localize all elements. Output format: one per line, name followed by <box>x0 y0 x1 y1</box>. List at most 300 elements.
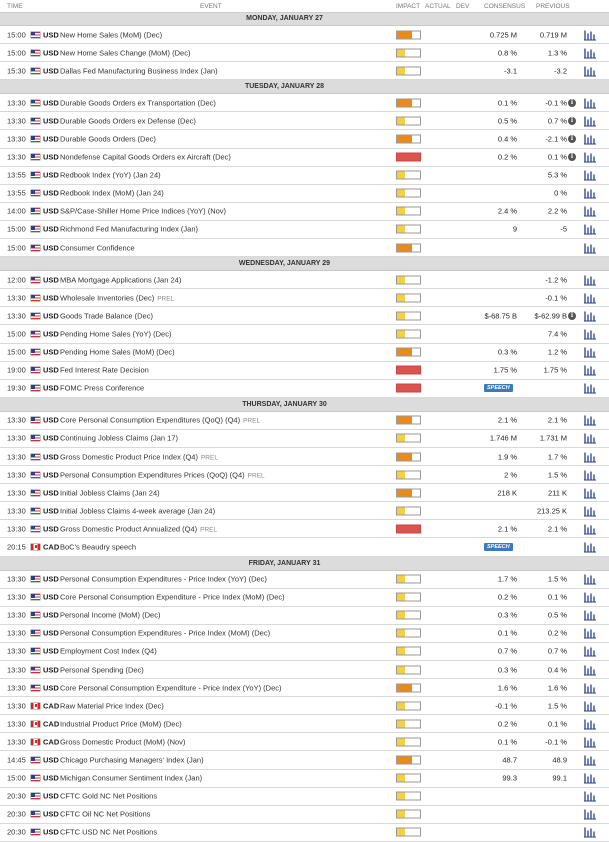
previous-value: -0.1 % <box>545 293 567 303</box>
currency-code: CAD <box>43 542 60 552</box>
event-row[interactable] <box>0 112 609 130</box>
impact-fill <box>397 630 405 637</box>
event-time: 13:30 <box>7 134 26 144</box>
previous-value: -3.2 <box>554 66 567 76</box>
event-title: Continuing Jobless Claims (Jan 17) <box>60 433 178 443</box>
canada-flag-icon <box>31 544 40 550</box>
event-row[interactable] <box>0 466 609 484</box>
impact-bar <box>396 792 421 801</box>
previous-value: 1.3 % <box>547 48 567 58</box>
currency-code: USD <box>43 610 59 620</box>
info-icon[interactable]: i <box>568 117 576 125</box>
currency-code: USD <box>43 488 59 498</box>
consensus-value: 1.7 % <box>497 574 517 584</box>
event-name[interactable] <box>60 701 164 710</box>
impact-bar <box>396 48 421 57</box>
event-row[interactable] <box>0 697 609 715</box>
bar-chart-icon[interactable] <box>584 97 596 108</box>
day-label: THURSDAY, JANUARY 30 <box>242 400 327 408</box>
canada-flag-icon <box>31 739 40 745</box>
currency-code: USD <box>43 311 59 321</box>
event-row[interactable] <box>0 26 609 44</box>
bar-chart-icon[interactable] <box>584 469 596 480</box>
info-icon[interactable]: i <box>568 312 576 320</box>
event-name[interactable] <box>60 171 161 180</box>
speech-badge[interactable]: SPEECH <box>484 543 513 551</box>
impact-fill <box>397 117 405 124</box>
bar-chart-icon[interactable] <box>584 224 596 235</box>
event-row[interactable] <box>0 520 609 538</box>
event-name[interactable] <box>60 665 144 674</box>
impact-bar <box>396 416 421 425</box>
event-name[interactable] <box>60 470 265 479</box>
event-time: 15:30 <box>7 66 26 76</box>
consensus-value: 9 <box>512 224 517 234</box>
event-row[interactable] <box>0 751 609 769</box>
event-title: Core Personal Consumption Expenditures (QoQ) (Q4) <box>60 415 241 425</box>
impact-fill <box>397 312 405 319</box>
event-name[interactable] <box>60 737 185 746</box>
event-row[interactable] <box>0 185 609 203</box>
impact-bar <box>396 593 421 602</box>
event-row[interactable] <box>0 325 609 343</box>
currency-code: USD <box>43 347 59 357</box>
consensus-value: 0.2 % <box>497 152 517 162</box>
bar-chart-icon[interactable] <box>584 365 596 376</box>
event-name[interactable] <box>60 30 162 39</box>
event-name[interactable] <box>60 48 190 57</box>
bar-chart-icon[interactable] <box>584 242 596 253</box>
impact-fill <box>397 738 405 745</box>
event-row[interactable] <box>0 448 609 466</box>
us-flag-icon <box>31 226 40 232</box>
bar-chart-icon[interactable] <box>584 718 596 729</box>
us-flag-icon <box>31 526 40 532</box>
col-impact-header[interactable]: IMPACT <box>396 2 421 10</box>
impact-bar <box>396 135 421 144</box>
event-row[interactable] <box>0 362 609 380</box>
speech-badge[interactable]: SPEECH <box>484 384 513 392</box>
consensus-value: 0.8 % <box>497 48 517 58</box>
event-row[interactable] <box>0 502 609 520</box>
us-flag-icon <box>31 50 40 56</box>
event-row[interactable] <box>0 149 609 167</box>
bar-chart-icon[interactable] <box>584 188 596 199</box>
event-row[interactable] <box>0 62 609 80</box>
currency-code: USD <box>43 275 59 285</box>
event-time: 20:15 <box>7 542 26 552</box>
event-name[interactable] <box>60 98 216 107</box>
currency-code: USD <box>43 383 59 393</box>
event-name[interactable] <box>60 434 178 443</box>
event-title: MBA Mortgage Applications (Jan 24) <box>60 275 182 285</box>
event-row[interactable] <box>0 625 609 643</box>
event-title: Dallas Fed Manufacturing Business Index (Jan) <box>60 66 218 76</box>
bar-chart-icon[interactable] <box>584 773 596 784</box>
event-row[interactable] <box>0 239 609 257</box>
event-row[interactable] <box>0 271 609 289</box>
bar-chart-icon[interactable] <box>584 310 596 321</box>
impact-fill <box>397 49 405 56</box>
impact-fill <box>397 666 405 673</box>
event-name[interactable] <box>60 207 226 216</box>
event-name[interactable] <box>60 116 196 125</box>
currency-code: USD <box>43 592 59 602</box>
previous-value: -2.1 % <box>545 134 567 144</box>
bar-chart-icon[interactable] <box>584 47 596 58</box>
impact-fill <box>397 576 405 583</box>
event-title: Gross Domestic Product (MoM) (Nov) <box>60 737 186 747</box>
col-actual-header[interactable]: ACTUAL <box>425 2 451 10</box>
event-title: Durable Goods Orders ex Defense (Dec) <box>60 116 196 126</box>
event-title: Industrial Product Price (MoM) (Dec) <box>60 719 182 729</box>
event-title: FOMC Press Conference <box>60 383 145 393</box>
us-flag-icon <box>31 594 40 600</box>
event-title: Gross Domestic Product Price Index (Q4) <box>60 452 198 462</box>
consensus-value: -3.1 <box>504 66 517 76</box>
us-flag-icon <box>31 32 40 38</box>
event-name[interactable] <box>60 311 153 320</box>
impact-fill <box>397 367 420 374</box>
currency-code: USD <box>43 152 59 162</box>
previous-value: 1.5 % <box>547 701 567 711</box>
bar-chart-icon[interactable] <box>584 682 596 693</box>
col-dev-header[interactable]: DEV <box>456 2 470 10</box>
impact-fill <box>397 244 412 251</box>
event-title: CFTC USD NC Net Positions <box>60 827 158 837</box>
bar-chart-icon[interactable] <box>584 347 596 358</box>
bar-chart-icon[interactable] <box>584 115 596 126</box>
event-name[interactable] <box>60 66 218 75</box>
consensus-value: 1.746 M <box>489 433 517 443</box>
consensus-value: 1.9 % <box>497 452 517 462</box>
us-flag-icon <box>31 331 40 337</box>
previous-value: 0.7 % <box>547 646 567 656</box>
event-row[interactable] <box>0 661 609 679</box>
previous-value: $-62.99 B <box>534 311 567 321</box>
event-name[interactable] <box>60 135 156 144</box>
currency-code: USD <box>43 30 59 40</box>
event-time: 13:55 <box>7 188 26 198</box>
impact-fill <box>397 829 405 836</box>
bar-chart-icon[interactable] <box>584 433 596 444</box>
impact-bar <box>396 434 421 443</box>
previous-value: -5 <box>560 224 567 234</box>
bar-chart-icon[interactable] <box>584 206 596 217</box>
event-title: Pending Home Sales (YoY) (Dec) <box>60 329 172 339</box>
impact-bar <box>396 207 421 216</box>
impact-bar <box>396 719 421 728</box>
event-time: 20:30 <box>7 827 26 837</box>
event-title: Durable Goods Orders ex Transportation (Dec) <box>60 98 216 108</box>
currency-code: USD <box>43 827 59 837</box>
event-row[interactable] <box>0 130 609 148</box>
us-flag-icon <box>31 417 40 423</box>
event-title: Chicago Purchasing Managers' Index (Jan) <box>60 755 204 765</box>
currency-code: USD <box>43 683 59 693</box>
impact-fill <box>397 489 412 496</box>
event-row[interactable] <box>0 589 609 607</box>
event-name[interactable] <box>60 329 171 338</box>
bar-chart-icon[interactable] <box>584 152 596 163</box>
us-flag-icon <box>31 490 40 496</box>
consensus-value: 0.2 % <box>497 719 517 729</box>
impact-fill <box>397 793 405 800</box>
event-row[interactable] <box>0 643 609 661</box>
event-row[interactable] <box>0 733 609 751</box>
event-title: Personal Consumption Expenditures - Price Index (YoY) (Dec) <box>60 574 267 584</box>
event-row[interactable] <box>0 538 609 556</box>
bar-chart-icon[interactable] <box>584 170 596 181</box>
currency-code: USD <box>43 170 59 180</box>
event-row[interactable] <box>0 715 609 733</box>
us-flag-icon <box>31 172 40 178</box>
impact-bar <box>396 243 421 252</box>
bar-chart-icon[interactable] <box>584 541 596 552</box>
event-name[interactable] <box>60 756 204 765</box>
event-name[interactable] <box>60 542 136 551</box>
event-title: Personal Income (MoM) (Dec) <box>60 610 161 620</box>
currency-code: USD <box>43 809 59 819</box>
previous-value: 1.75 % <box>543 365 567 375</box>
info-icon[interactable]: i <box>568 99 576 107</box>
day-header <box>0 398 609 412</box>
event-row[interactable] <box>0 203 609 221</box>
impact-bar <box>396 98 421 107</box>
event-row[interactable] <box>0 484 609 502</box>
us-flag-icon <box>31 313 40 319</box>
event-row[interactable] <box>0 824 609 842</box>
event-name[interactable] <box>60 153 231 162</box>
consensus-value: 99.3 <box>502 773 517 783</box>
event-name[interactable] <box>60 366 149 375</box>
event-name[interactable] <box>60 488 160 497</box>
event-name[interactable] <box>60 416 260 425</box>
bar-chart-icon[interactable] <box>584 791 596 802</box>
event-row[interactable] <box>0 679 609 697</box>
impact-fill <box>397 385 420 392</box>
impact-bar <box>396 275 421 284</box>
impact-fill <box>397 507 405 514</box>
bar-chart-icon[interactable] <box>584 487 596 498</box>
event-name[interactable] <box>60 348 175 357</box>
col-time-header[interactable]: TIME <box>7 2 23 10</box>
bar-chart-icon[interactable] <box>584 610 596 621</box>
event-name[interactable] <box>60 452 218 461</box>
event-title: Pending Home Sales (MoM) (Dec) <box>60 347 175 357</box>
event-time: 13:30 <box>7 737 26 747</box>
event-name[interactable] <box>60 629 270 638</box>
event-name[interactable] <box>60 792 157 801</box>
consensus-value: 0.1 % <box>497 98 517 108</box>
event-time: 14:45 <box>7 755 26 765</box>
impact-bar <box>396 452 421 461</box>
event-name[interactable] <box>60 275 181 284</box>
event-time: 20:30 <box>7 791 26 801</box>
bar-chart-icon[interactable] <box>584 827 596 838</box>
impact-fill <box>397 435 405 442</box>
impact-bar <box>396 683 421 692</box>
event-name[interactable] <box>60 683 282 692</box>
event-name[interactable] <box>60 524 217 533</box>
event-time: 13:30 <box>7 470 26 480</box>
impact-fill <box>397 594 405 601</box>
event-time: 13:30 <box>7 592 26 602</box>
impact-bar <box>396 575 421 584</box>
us-flag-icon <box>31 435 40 441</box>
us-flag-icon <box>31 775 40 781</box>
event-row[interactable] <box>0 94 609 112</box>
currency-code: USD <box>43 48 59 58</box>
currency-code: USD <box>43 329 59 339</box>
previous-value: 0.5 % <box>547 610 567 620</box>
event-row[interactable] <box>0 770 609 788</box>
impact-fill <box>397 612 405 619</box>
event-row[interactable] <box>0 806 609 824</box>
event-row[interactable] <box>0 571 609 589</box>
bar-chart-icon[interactable] <box>584 134 596 145</box>
event-row[interactable] <box>0 307 609 325</box>
consensus-value: $-68.75 B <box>484 311 517 321</box>
bar-chart-icon[interactable] <box>584 505 596 516</box>
us-flag-icon <box>31 667 40 673</box>
impact-fill <box>397 349 412 356</box>
event-time: 13:30 <box>7 311 26 321</box>
impact-bar <box>396 30 421 39</box>
event-time: 15:00 <box>7 347 26 357</box>
us-flag-icon <box>31 245 40 251</box>
event-row[interactable] <box>0 167 609 185</box>
impact-bar <box>396 66 421 75</box>
event-name[interactable] <box>60 593 285 602</box>
event-name[interactable] <box>60 293 174 302</box>
currency-code: USD <box>43 243 59 253</box>
impact-fill <box>397 525 420 532</box>
info-icon[interactable]: i <box>568 153 576 161</box>
bar-chart-icon[interactable] <box>584 574 596 585</box>
us-flag-icon <box>31 295 40 301</box>
event-time: 13:55 <box>7 170 26 180</box>
currency-code: USD <box>43 524 59 534</box>
impact-fill <box>397 720 405 727</box>
impact-fill <box>397 417 412 424</box>
event-row[interactable] <box>0 344 609 362</box>
bar-chart-icon[interactable] <box>584 65 596 76</box>
impact-fill <box>397 811 405 818</box>
event-time: 13:30 <box>7 719 26 729</box>
event-time: 13:30 <box>7 701 26 711</box>
impact-fill <box>397 226 405 233</box>
event-name[interactable] <box>60 243 135 252</box>
day-label: FRIDAY, JANUARY 31 <box>248 559 321 567</box>
event-name[interactable] <box>60 384 144 393</box>
us-flag-icon <box>31 154 40 160</box>
bar-chart-icon[interactable] <box>584 29 596 40</box>
event-time: 19:30 <box>7 383 26 393</box>
col-consensus-header[interactable]: CONSENSUS <box>484 2 526 10</box>
event-name[interactable] <box>60 506 215 515</box>
event-name[interactable] <box>60 719 182 728</box>
event-title: CFTC Oil NC Net Positions <box>60 809 151 819</box>
event-name[interactable] <box>60 828 157 837</box>
bar-chart-icon[interactable] <box>584 755 596 766</box>
currency-code: USD <box>43 646 59 656</box>
event-name[interactable] <box>60 189 164 198</box>
consensus-value: 0.7 % <box>497 646 517 656</box>
bar-chart-icon[interactable] <box>584 809 596 820</box>
prel-tag: PREL <box>243 417 261 425</box>
event-name[interactable] <box>60 225 198 234</box>
event-title: Raw Material Price Index (Dec) <box>60 701 164 711</box>
us-flag-icon <box>31 685 40 691</box>
event-name[interactable] <box>60 575 267 584</box>
impact-bar <box>396 629 421 638</box>
event-name[interactable] <box>60 647 157 656</box>
event-row[interactable] <box>0 607 609 625</box>
currency-code: USD <box>43 665 59 675</box>
bar-chart-icon[interactable] <box>584 292 596 303</box>
bar-chart-icon[interactable] <box>584 646 596 657</box>
bar-chart-icon[interactable] <box>584 592 596 603</box>
previous-value: -0.1 % <box>545 98 567 108</box>
impact-bar <box>396 524 421 533</box>
bar-chart-icon[interactable] <box>584 628 596 639</box>
impact-bar <box>396 756 421 765</box>
event-row[interactable] <box>0 289 609 307</box>
currency-code: CAD <box>43 701 60 711</box>
bar-chart-icon[interactable] <box>584 736 596 747</box>
bar-chart-icon[interactable] <box>584 274 596 285</box>
event-title: Nondefense Capital Goods Orders ex Aircraft (Dec) <box>60 152 231 162</box>
event-title: New Home Sales Change (MoM) (Dec) <box>60 48 191 58</box>
us-flag-icon <box>31 576 40 582</box>
bar-chart-icon[interactable] <box>584 523 596 534</box>
consensus-value: 0.2 % <box>497 592 517 602</box>
event-name[interactable] <box>60 611 160 620</box>
previous-value: 0 % <box>554 188 567 198</box>
event-row[interactable] <box>0 788 609 806</box>
event-name[interactable] <box>60 774 202 783</box>
event-row[interactable] <box>0 430 609 448</box>
consensus-value: 2.1 % <box>497 524 517 534</box>
event-title: Personal Spending (Dec) <box>60 665 144 675</box>
event-row[interactable] <box>0 44 609 62</box>
bar-chart-icon[interactable] <box>584 664 596 675</box>
bar-chart-icon[interactable] <box>584 415 596 426</box>
currency-code: USD <box>43 98 59 108</box>
bar-chart-icon[interactable] <box>584 451 596 462</box>
event-time: 14:00 <box>7 206 26 216</box>
consensus-value: 0.5 % <box>497 116 517 126</box>
impact-fill <box>397 190 405 197</box>
day-header <box>0 12 609 26</box>
event-row[interactable] <box>0 380 609 398</box>
bar-chart-icon[interactable] <box>584 700 596 711</box>
info-icon[interactable]: i <box>568 135 576 143</box>
event-row[interactable] <box>0 221 609 239</box>
col-event-header[interactable]: EVENT <box>200 2 222 10</box>
consensus-value: 2.1 % <box>497 415 517 425</box>
bar-chart-icon[interactable] <box>584 328 596 339</box>
us-flag-icon <box>31 385 40 391</box>
currency-code: USD <box>43 134 59 144</box>
event-time: 15:00 <box>7 243 26 253</box>
event-name[interactable] <box>60 810 150 819</box>
bar-chart-icon[interactable] <box>584 383 596 394</box>
event-time: 13:30 <box>7 452 26 462</box>
col-previous-header[interactable]: PREVIOUS <box>536 2 570 10</box>
event-row[interactable] <box>0 412 609 430</box>
